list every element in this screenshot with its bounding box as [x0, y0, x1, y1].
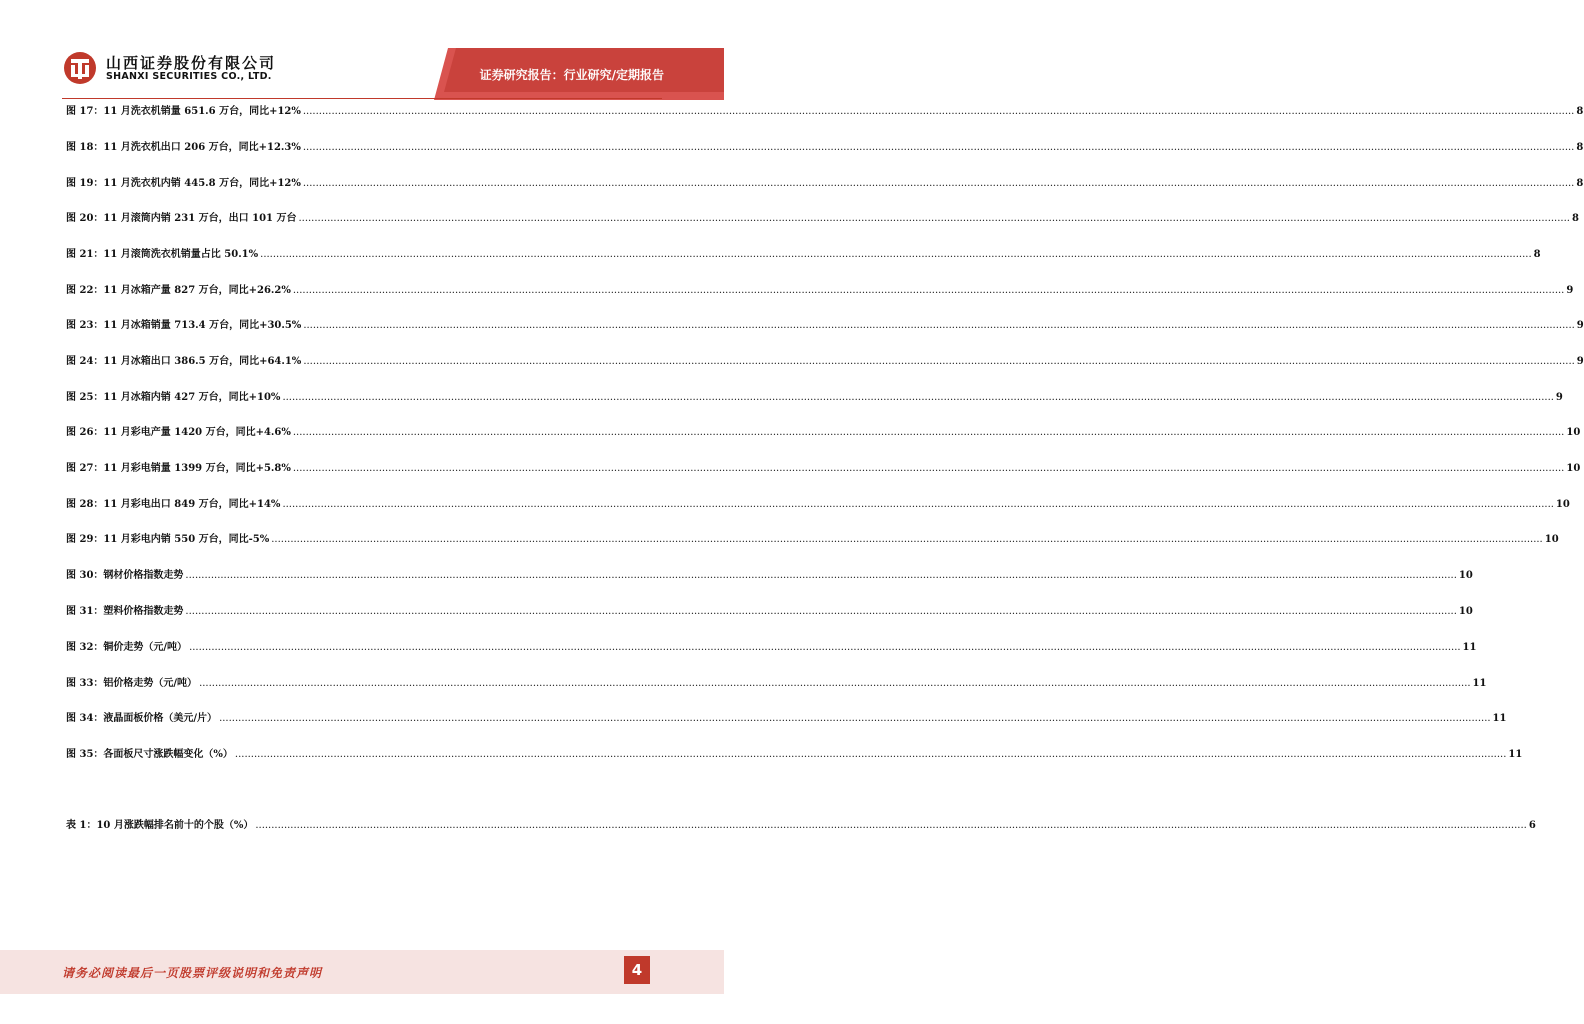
- company-name-cn: 山西证券股份有限公司: [106, 54, 277, 72]
- toc-entry-page: 8: [1576, 142, 1584, 153]
- toc-leader-dots: ................................................................................................................................................................................................................................................................................................................................................................................................................: [302, 142, 1575, 153]
- toc-entry[interactable]: [66, 390, 1563, 406]
- toc-entry-title: 图 29：11 月彩电内销 550 万台，同比-5%: [66, 534, 270, 545]
- toc-entry-page: 11: [1462, 642, 1477, 653]
- header-divider: [62, 98, 662, 99]
- toc-leader-dots: ................................................................................................................................................................................................................................................................................................................................................................................................................: [260, 249, 1532, 260]
- toc-entry-title: 图 21：11 月滚筒洗衣机销量占比 50.1%: [66, 249, 259, 260]
- toc-entry-page: 10: [1544, 534, 1559, 545]
- toc-entry-page: 6: [1528, 820, 1536, 831]
- toc-entry[interactable]: [66, 104, 1584, 120]
- toc-entry-title: 图 26：11 月彩电产量 1420 万台，同比+4.6%: [66, 427, 291, 438]
- toc-entry-page: 10: [1555, 499, 1570, 510]
- toc-entry-page: 10: [1566, 427, 1581, 438]
- toc-entry-page: 8: [1571, 213, 1579, 224]
- toc-entry[interactable]: [66, 140, 1584, 156]
- toc-entry-title: 图 25：11 月冰箱内销 427 万台，同比+10%: [66, 392, 281, 403]
- toc-entry[interactable]: [66, 354, 1584, 370]
- toc-leader-dots: ................................................................................................................................................................................................................................................................................................................................................................................................................: [282, 392, 1554, 403]
- toc-leader-dots: ................................................................................................................................................................................................................................................................................................................................................................................................................: [219, 713, 1491, 724]
- toc-entry[interactable]: [66, 497, 1570, 513]
- toc-entry-title: 图 30：钢材价格指数走势: [66, 570, 184, 581]
- toc-entry-title: 图 20：11 月滚筒内销 231 万台，出口 101 万台: [66, 213, 297, 224]
- toc-leader-dots: ................................................................................................................................................................................................................................................................................................................................................................................................................: [189, 642, 1461, 653]
- toc-leader-dots: ................................................................................................................................................................................................................................................................................................................................................................................................................: [302, 106, 1575, 117]
- toc-leader-dots: ................................................................................................................................................................................................................................................................................................................................................................................................................: [292, 285, 1565, 296]
- toc-entry[interactable]: [66, 425, 1581, 441]
- toc-entry-page: 8: [1533, 249, 1541, 260]
- toc-entry[interactable]: [66, 318, 1584, 334]
- toc-entry-page: 8: [1576, 106, 1584, 117]
- toc-entry-page: 9: [1576, 356, 1584, 367]
- toc-leader-dots: ................................................................................................................................................................................................................................................................................................................................................................................................................: [234, 749, 1507, 760]
- company-logo-icon: [62, 50, 98, 86]
- toc-leader-dots: ................................................................................................................................................................................................................................................................................................................................................................................................................: [282, 499, 1554, 510]
- company-name-en: SHANXI SECURITIES CO., LTD.: [106, 71, 272, 82]
- toc-leader-dots: ................................................................................................................................................................................................................................................................................................................................................................................................................: [292, 463, 1565, 474]
- toc-leader-dots: ................................................................................................................................................................................................................................................................................................................................................................................................................: [303, 320, 1575, 331]
- toc-leader-dots: ................................................................................................................................................................................................................................................................................................................................................................................................................: [302, 178, 1575, 189]
- toc-entry[interactable]: [66, 604, 1473, 620]
- toc-entry-page: 9: [1576, 320, 1584, 331]
- toc-entry[interactable]: [66, 176, 1584, 192]
- toc-leader-dots: ................................................................................................................................................................................................................................................................................................................................................................................................................: [271, 534, 1543, 545]
- toc-entry-title: 图 17：11 月洗衣机销量 651.6 万台，同比+12%: [66, 106, 301, 117]
- toc-leader-dots: ................................................................................................................................................................................................................................................................................................................................................................................................................: [303, 356, 1575, 367]
- toc-entry-page: 9: [1555, 392, 1563, 403]
- toc-entry-title: 图 27：11 月彩电销量 1399 万台，同比+5.8%: [66, 463, 291, 474]
- toc-entry-page: 11: [1508, 749, 1523, 760]
- toc-entry[interactable]: [66, 676, 1487, 692]
- toc-entry[interactable]: [66, 247, 1541, 263]
- toc-entry-page: 9: [1566, 285, 1574, 296]
- toc-entry-title: 图 35：各面板尺寸涨跌幅变化（%）: [66, 749, 233, 760]
- toc-entry-title: 图 22：11 月冰箱产量 827 万台，同比+26.2%: [66, 285, 291, 296]
- disclaimer-notice: 请务必阅读最后一页股票评级说明和免责声明: [62, 966, 323, 980]
- toc-entry-title: 图 18：11 月洗衣机出口 206 万台，同比+12.3%: [66, 142, 301, 153]
- toc-entry-title: 图 19：11 月洗衣机内销 445.8 万台，同比+12%: [66, 178, 301, 189]
- toc-entry[interactable]: [66, 532, 1559, 548]
- toc-entry-title: 图 32：铜价走势（元/吨）: [66, 642, 188, 653]
- toc-entry-title: 图 31：塑料价格指数走势: [66, 606, 184, 617]
- toc-entry[interactable]: [66, 568, 1473, 584]
- toc-entry-title: 图 23：11 月冰箱销量 713.4 万台，同比+30.5%: [66, 320, 302, 331]
- toc-entry-title: 图 24：11 月冰箱出口 386.5 万台，同比+64.1%: [66, 356, 302, 367]
- toc-entry-page: 11: [1492, 713, 1507, 724]
- toc-leader-dots: ................................................................................................................................................................................................................................................................................................................................................................................................................: [185, 606, 1457, 617]
- toc-entry[interactable]: [66, 711, 1507, 727]
- toc-leader-dots: ................................................................................................................................................................................................................................................................................................................................................................................................................: [292, 427, 1565, 438]
- toc-entry-page: 10: [1566, 463, 1581, 474]
- toc-entry-page: 11: [1472, 678, 1487, 689]
- toc-entry[interactable]: [66, 461, 1581, 477]
- toc-entry-page: 10: [1458, 606, 1473, 617]
- toc-leader-dots: ................................................................................................................................................................................................................................................................................................................................................................................................................: [185, 570, 1457, 581]
- page-header: [0, 0, 724, 100]
- toc-entry-title: 表 1：10 月涨跌幅排名前十的个股（%）: [66, 820, 254, 831]
- toc-entry[interactable]: [66, 211, 1579, 227]
- toc-entry-title: 图 33：铝价格走势（元/吨）: [66, 678, 198, 689]
- toc-leader-dots: ................................................................................................................................................................................................................................................................................................................................................................................................................: [255, 820, 1527, 831]
- toc-entry[interactable]: [66, 640, 1477, 656]
- toc-entry[interactable]: [66, 283, 1574, 299]
- toc-entry-title: 图 34：液晶面板价格（美元/片）: [66, 713, 218, 724]
- toc-leader-dots: ................................................................................................................................................................................................................................................................................................................................................................................................................: [199, 678, 1471, 689]
- toc-entry-title: 图 28：11 月彩电出口 849 万台，同比+14%: [66, 499, 281, 510]
- report-type-label: 证券研究报告：行业研究/定期报告: [479, 68, 664, 82]
- page-number: 4: [624, 956, 650, 984]
- toc-entry-page: 10: [1458, 570, 1473, 581]
- toc-leader-dots: ................................................................................................................................................................................................................................................................................................................................................................................................................: [298, 213, 1570, 224]
- toc-entry[interactable]: [66, 747, 1523, 763]
- toc-entry-page: 8: [1576, 178, 1584, 189]
- header-red-band: [0, 0, 724, 100]
- toc-entry[interactable]: [66, 818, 1536, 834]
